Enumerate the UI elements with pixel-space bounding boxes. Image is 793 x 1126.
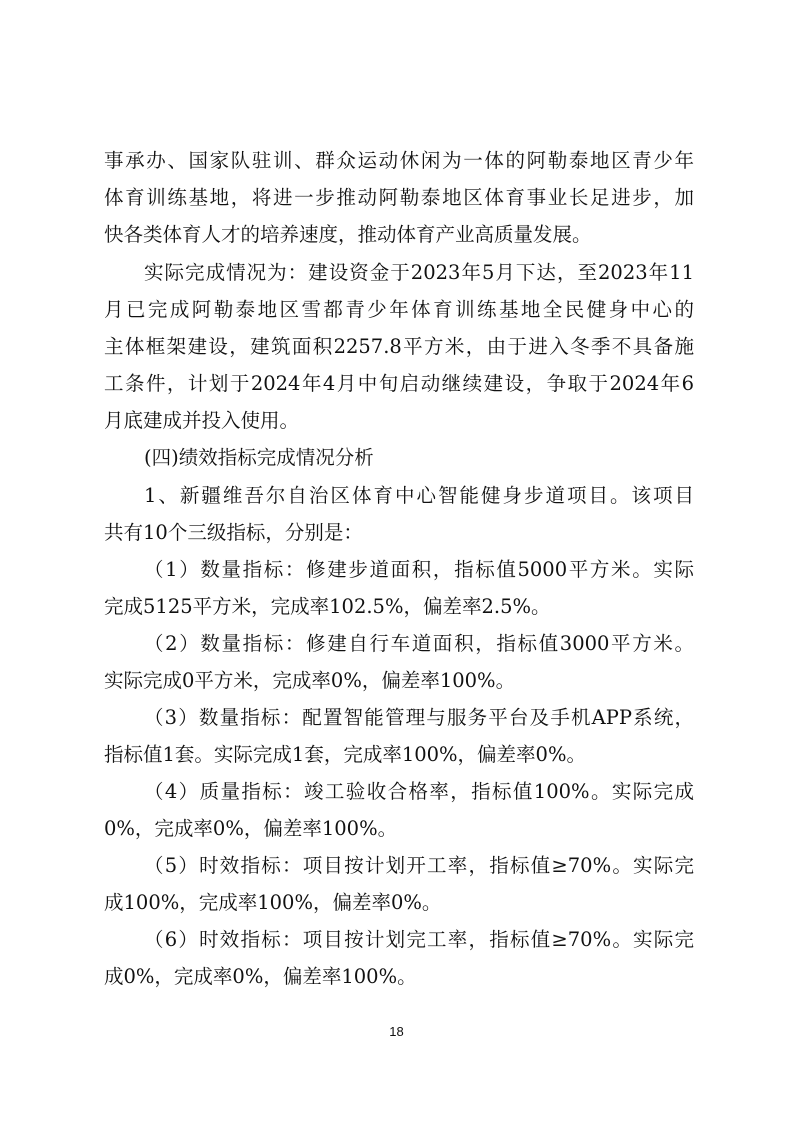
paragraph-line: 工条件，计划于2024年4月中旬启动继续建设，争取于2024年6 [104,372,694,395]
paragraph-line: 实际完成情况为：建设资金于2023年5月下达，至2023年11 [144,261,694,284]
indicator-line: （4）质量指标：竣工验收合格率，指标值100%。实际完成 [144,780,694,803]
page-number: 18 [389,1024,404,1039]
indicator-line: 成0%，完成率0%，偏差率100%。 [104,965,417,988]
indicator-line: 成100%，完成率100%，偏差率0%。 [104,891,442,914]
paragraph-line: 月底建成并投入使用。 [104,409,300,432]
paragraph-line: 主体框架建设，建筑面积2257.8平方米，由于进入冬季不具备施 [104,335,694,358]
paragraph-line: 1、新疆维吾尔自治区体育中心智能健身步道项目。该项目 [144,484,694,507]
section-heading: (四)绩效指标完成情况分析 [144,446,374,469]
indicator-line: （1）数量指标：修建步道面积，指标值5000平方米。实际 [144,558,694,581]
paragraph-line: 快各类体育人才的培养速度，推动体育产业高质量发展。 [104,223,592,246]
paragraph-line: 体育训练基地，将进一步推动阿勒泰地区体育事业长足进步，加 [104,186,694,209]
indicator-line: 0%，完成率0%，偏差率100%。 [104,817,398,840]
indicator-line: 实际完成0平方米，完成率0%，偏差率100%。 [104,669,516,692]
indicator-line: 完成5125平方米，完成率102.5%，偏差率2.5%。 [104,595,551,618]
indicator-line: （3）数量指标：配置智能管理与服务平台及手机APP系统， [144,706,694,729]
paragraph-line: 事承办、国家队驻训、群众运动休闲为一体的阿勒泰地区青少年 [104,149,694,172]
indicator-line: （5）时效指标：项目按计划开工率，指标值≥70%。实际完 [144,854,694,877]
paragraph-line: 共有10个三级指标，分别是： [104,521,363,544]
indicator-line: 指标值1套。实际完成1套，完成率100%，偏差率0%。 [104,743,586,766]
indicator-line: （2）数量指标：修建自行车道面积，指标值3000平方米。 [144,632,694,655]
paragraph-line: 月已完成阿勒泰地区雪都青少年体育训练基地全民健身中心的 [104,298,694,321]
indicator-line: （6）时效指标：项目按计划完工率，指标值≥70%。实际完 [144,928,694,951]
